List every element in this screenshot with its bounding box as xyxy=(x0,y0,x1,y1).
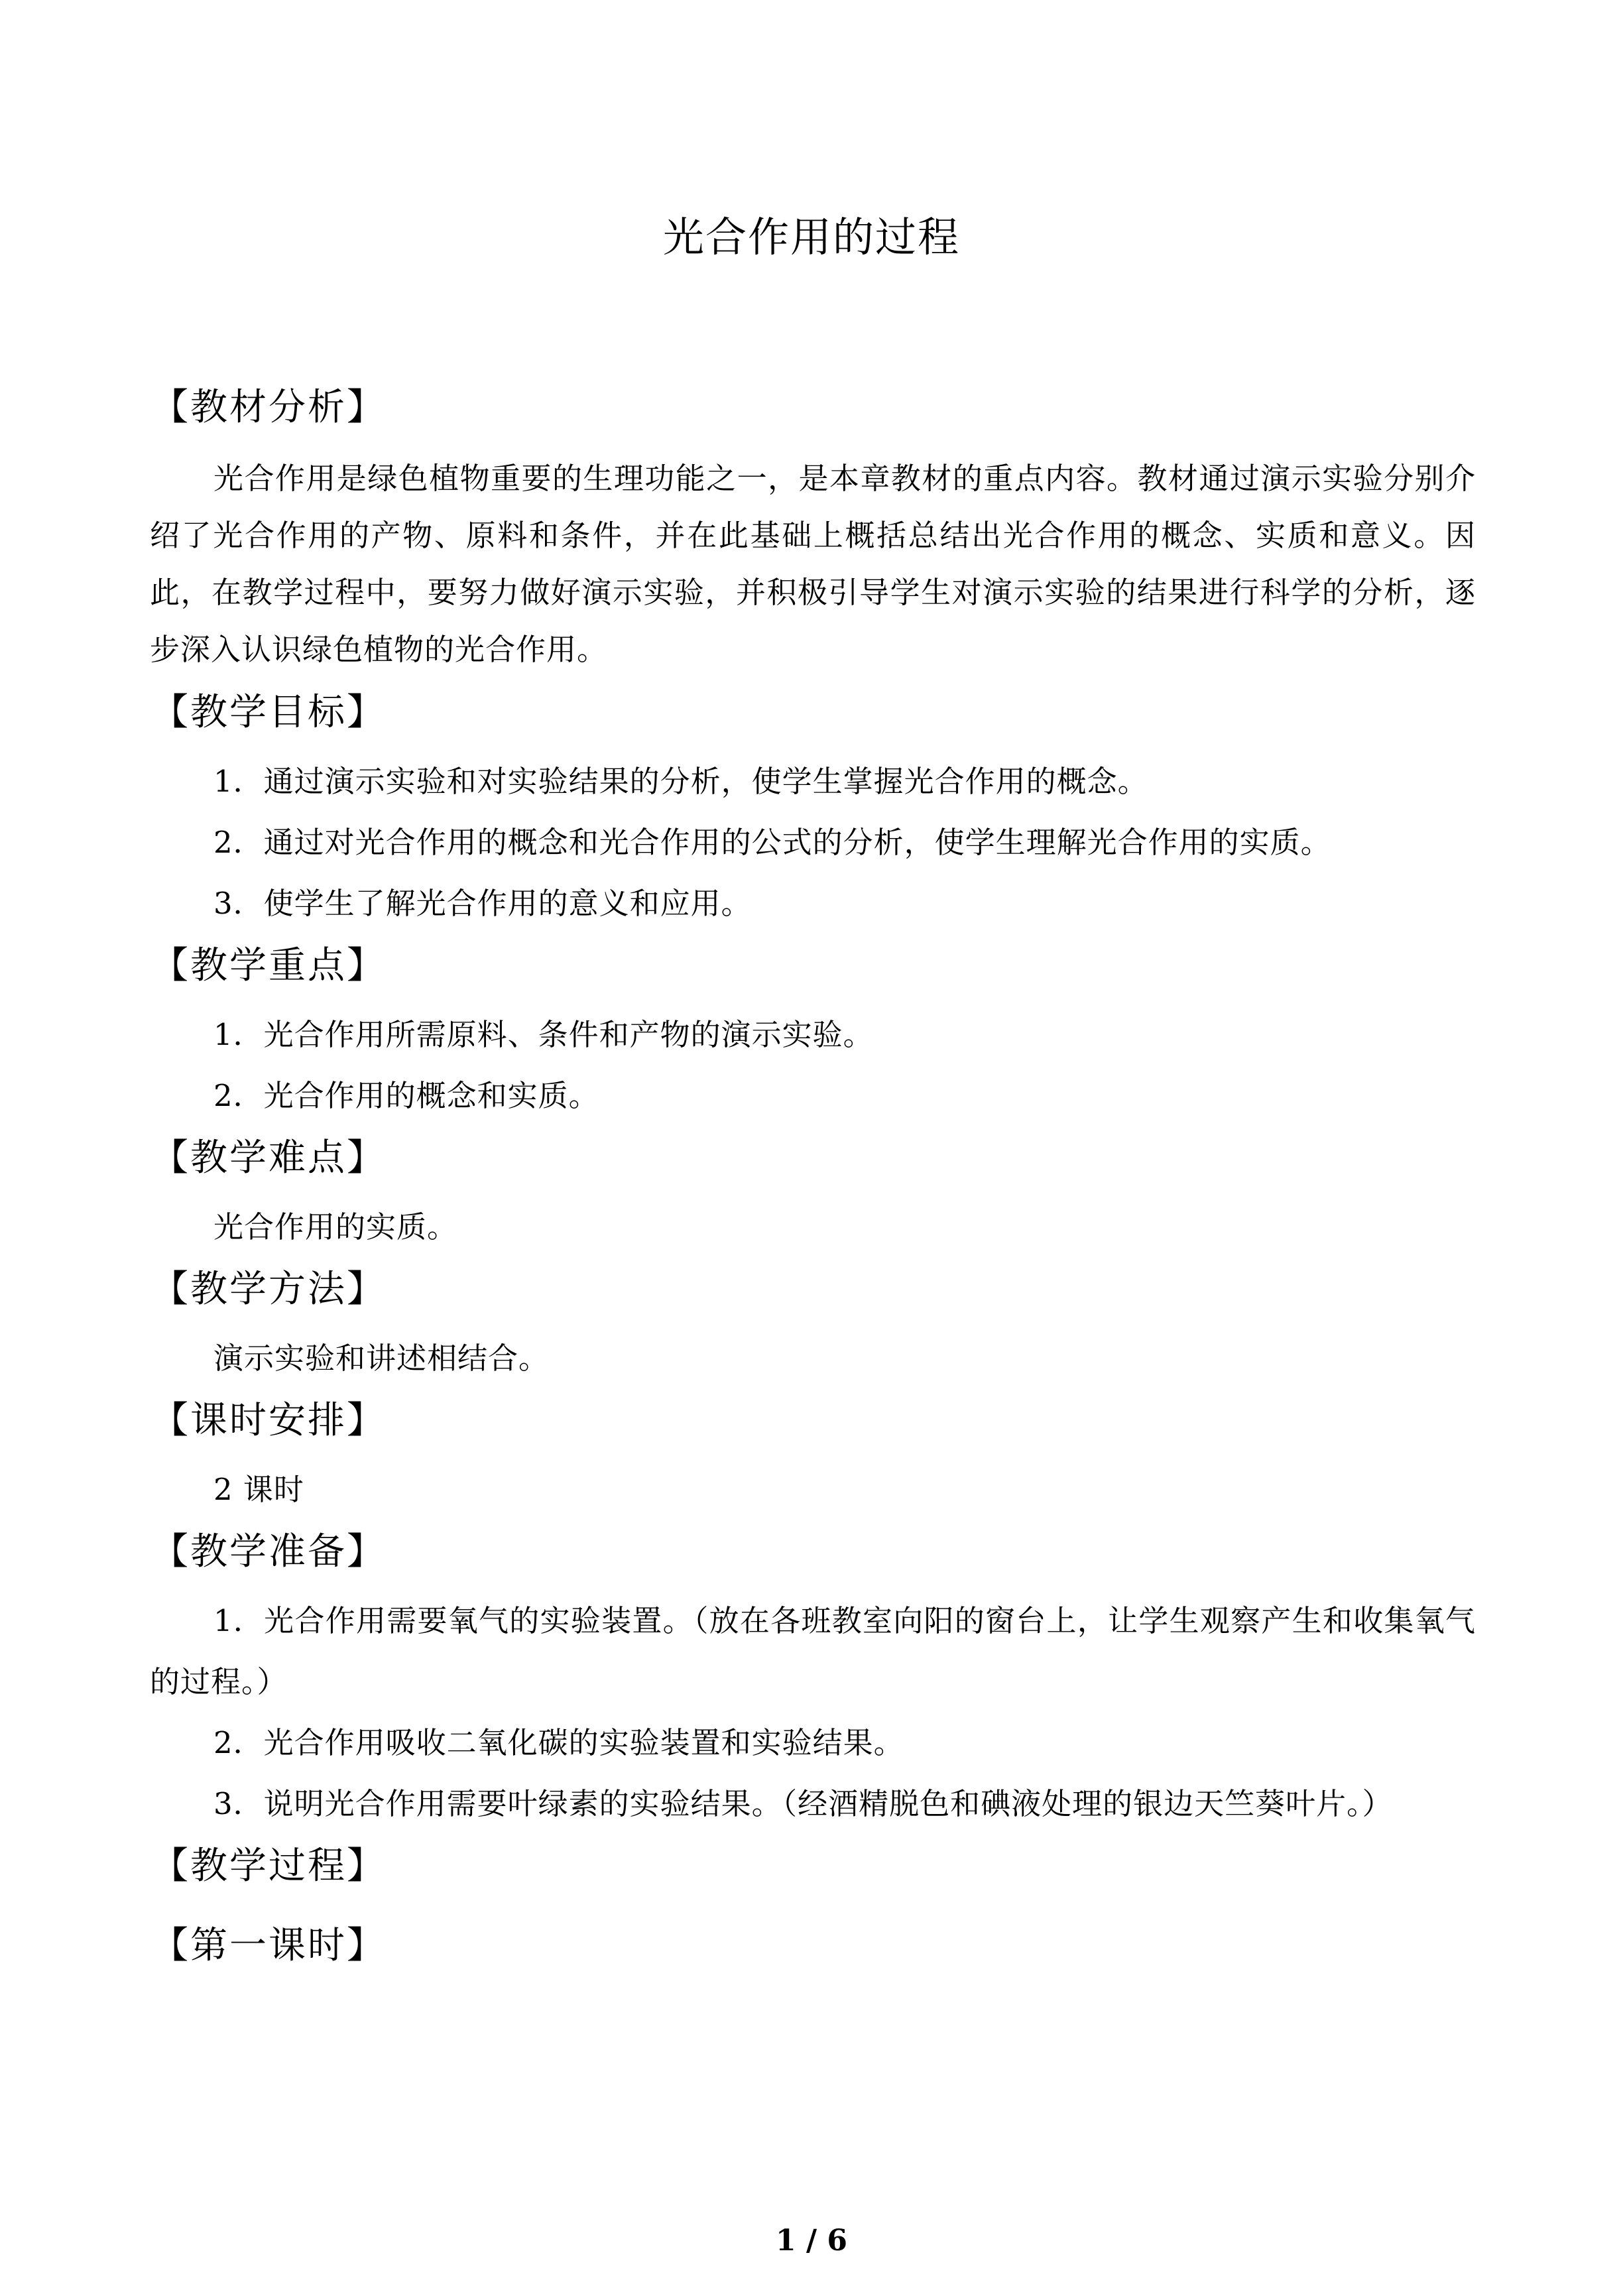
section-heading-process: 【教学过程】 xyxy=(151,1844,386,1888)
section-heading-key-points: 【教学重点】 xyxy=(151,944,386,987)
section-heading-methods: 【教学方法】 xyxy=(151,1268,386,1311)
analysis-paragraph: 光合作用是绿色植物重要的生理功能之一，是本章教材的重点内容。教材通过演示实验分别介绍了光合作用的产物、原料和条件，并在此基础上概括总结出光合作用的概念、实质和意义。因此，在教学过程中，要努力做好演示实验，并积极引导学生对演示实验的结果进行科学的分析，逐步深入认识绿色植物的光合作用。 xyxy=(150,461,1476,667)
methods-text: 演示实验和讲述相结合。 xyxy=(213,1341,550,1376)
key-points-list xyxy=(150,1004,1476,1126)
section-heading-preparation: 【教学准备】 xyxy=(151,1530,386,1573)
section-heading-first-lesson: 【第一课时】 xyxy=(151,1924,386,1967)
preparation-item-3: 3．说明光合作用需要叶绿素的实验结果。（经酒精脱色和碘液处理的银边天竺葵叶片。） xyxy=(213,1786,1393,1821)
preparation-item-1: 1．光合作用需要氧气的实验装置。（放在各班教室向阳的窗台上，让学生观察产生和收集氧气的过程。） xyxy=(150,1603,1476,1699)
preparation-item-2: 2．光合作用吸收二氧化碳的实验装置和实验结果。 xyxy=(213,1725,904,1760)
section-heading-goals: 【教学目标】 xyxy=(151,691,386,734)
page-number: 1 / 6 xyxy=(776,2224,847,2258)
goal-item-1: 1．通过演示实验和对实验结果的分析，使学生掌握光合作用的概念。 xyxy=(213,764,1148,799)
section-heading-difficulties: 【教学难点】 xyxy=(151,1136,386,1179)
document-title: 光合作用的过程 xyxy=(662,213,960,261)
section-heading-analysis: 【教材分析】 xyxy=(151,386,386,429)
goal-item-3: 3．使学生了解光合作用的意义和应用。 xyxy=(213,886,752,921)
preparation-list xyxy=(150,1591,1476,1835)
key-point-item-2: 2．光合作用的概念和实质。 xyxy=(213,1078,599,1113)
key-point-item-1: 1．光合作用所需原料、条件和产物的演示实验。 xyxy=(213,1017,874,1052)
schedule-text: 2 课时 xyxy=(213,1472,304,1507)
document-body xyxy=(150,381,1476,1972)
section-heading-schedule: 【课时安排】 xyxy=(151,1399,386,1442)
difficulties-text: 光合作用的实质。 xyxy=(213,1209,458,1244)
goal-item-2: 2．通过对光合作用的概念和光合作用的公式的分析，使学生理解光合作用的实质。 xyxy=(213,825,1331,860)
goals-list xyxy=(150,751,1476,934)
